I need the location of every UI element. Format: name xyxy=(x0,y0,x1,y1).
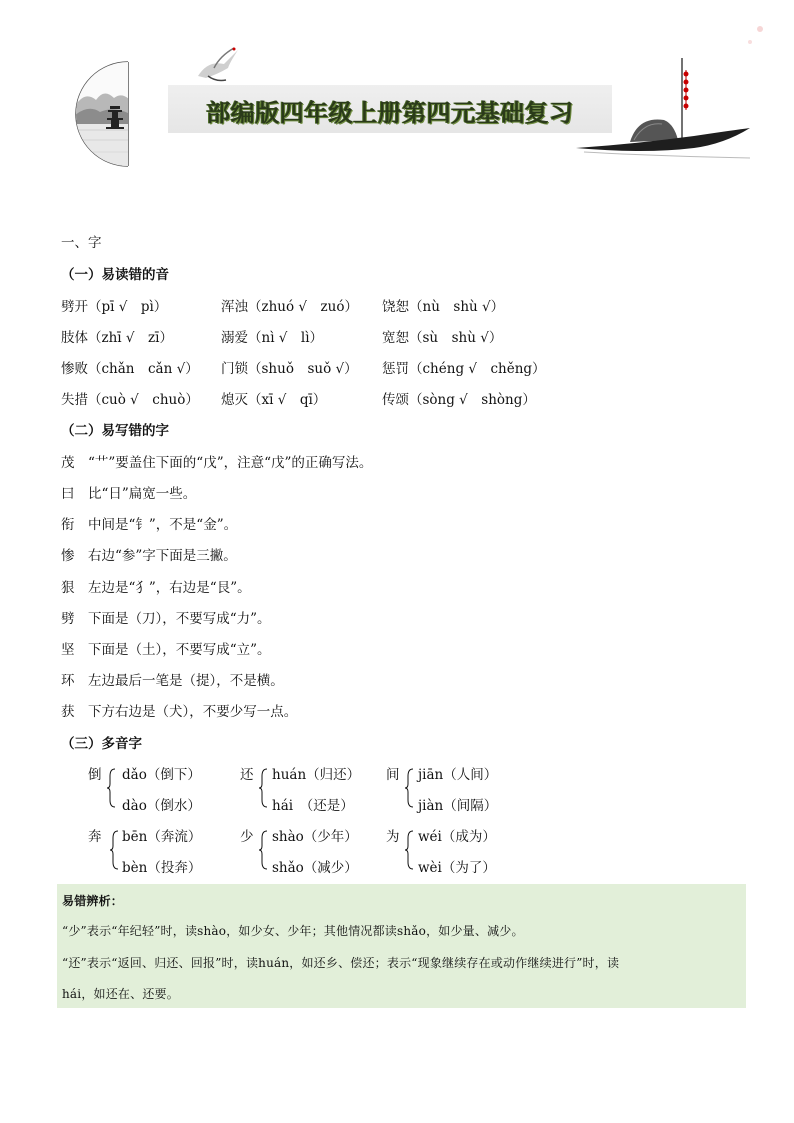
write-note: 下面是（刀），不要写成“力”。 xyxy=(88,611,271,627)
title-banner xyxy=(168,85,612,133)
write-char: 狠 xyxy=(61,580,75,596)
polyphone-char: 倒 xyxy=(88,767,102,783)
polyphone-char: 还 xyxy=(240,767,254,783)
note-heading: 易错辨析： xyxy=(62,894,124,908)
write-char: 环 xyxy=(61,673,75,689)
write-note: 下方右边是（犬），不要少写一点。 xyxy=(88,704,298,720)
polyphone-char: 少 xyxy=(240,829,254,845)
subsection-heading: （一）易读错的音 xyxy=(61,267,169,283)
pron-item: 门锁（shuǒ suǒ √） xyxy=(221,361,358,377)
pron-item: 劈开（pī √ pì） xyxy=(61,299,168,315)
brace-icon xyxy=(405,830,415,870)
pron-item: 惨败（chǎn cǎn √） xyxy=(61,361,199,377)
write-note: “艹”要盖住下面的“戊”，注意“戊”的正确写法。 xyxy=(88,455,373,471)
polyphone-reading: jiān（人间） xyxy=(418,767,498,783)
polyphone-reading: wéi（成为） xyxy=(418,829,496,845)
brace-icon xyxy=(259,768,269,808)
polyphone-char: 奔 xyxy=(88,829,102,845)
pron-item: 溺爱（nì √ lì） xyxy=(221,330,324,346)
polyphone-reading: dǎo（倒下） xyxy=(122,767,201,783)
write-note: 左边是“犭”，右边是“艮”。 xyxy=(88,580,251,596)
polyphone-reading: hái （还是） xyxy=(272,798,354,814)
landscape-emblem xyxy=(74,60,130,168)
pron-item: 饶恕（nù shù √） xyxy=(382,299,505,315)
subsection-heading: （二）易写错的字 xyxy=(61,423,169,439)
write-char: 衔 xyxy=(61,517,75,533)
section-heading: 一、字 xyxy=(61,235,102,251)
petal-decoration xyxy=(757,26,763,32)
note-line: “还”表示“返回、归还、回报”时，读huán，如还乡、偿还；表示“现象继续存在或动作继续进行”时，读 xyxy=(62,956,620,970)
pron-item: 肢体（zhī √ zī） xyxy=(61,330,173,346)
crane-icon xyxy=(194,46,240,86)
write-note: 下面是（土），不要写成“立”。 xyxy=(88,642,271,658)
page-title: 部编版四年级上册第四元基础复习 xyxy=(206,99,574,127)
write-note: 比“日”扁宽一些。 xyxy=(88,486,197,502)
brace-icon xyxy=(405,768,415,808)
polyphone-reading: huán（归还） xyxy=(272,767,361,783)
pron-item: 失措（cuò √ chuò） xyxy=(61,392,199,408)
subsection-heading: （三）多音字 xyxy=(61,736,142,752)
write-char: 曰 xyxy=(61,486,75,502)
polyphone-reading: shào（少年） xyxy=(272,829,358,845)
write-char: 获 xyxy=(61,704,75,720)
brace-icon xyxy=(110,830,120,870)
polyphone-reading: bēn（奔流） xyxy=(122,829,202,845)
write-char: 惨 xyxy=(61,548,75,564)
write-char: 坚 xyxy=(61,642,75,658)
note-line: “少”表示“年纪轻”时，读shào，如少女、少年；其他情况都读shǎo，如少量、减少。 xyxy=(62,924,524,938)
brace-icon xyxy=(259,830,269,870)
polyphone-reading: dào（倒水） xyxy=(122,798,201,814)
pron-item: 浑浊（zhuó √ zuó） xyxy=(221,299,358,315)
brace-icon xyxy=(107,768,117,808)
polyphone-reading: wèi（为了） xyxy=(418,860,496,876)
write-note: 右边“参”字下面是三撇。 xyxy=(88,548,237,564)
pron-item: 传颂（sòng √ shòng） xyxy=(382,392,536,408)
write-char: 茂 xyxy=(61,455,75,471)
write-note: 左边最后一笔是（提），不是横。 xyxy=(88,673,284,689)
petal-decoration xyxy=(748,40,752,44)
write-note: 中间是“钅”，不是“金”。 xyxy=(88,517,238,533)
polyphone-reading: shǎo（减少） xyxy=(272,860,358,876)
polyphone-reading: jiàn（间隔） xyxy=(418,798,498,814)
boat-illustration xyxy=(574,52,754,164)
polyphone-char: 为 xyxy=(386,829,400,845)
note-line: hái，如还在、还要。 xyxy=(62,987,179,1001)
pron-item: 惩罚（chéng √ chěng） xyxy=(382,361,546,377)
write-char: 劈 xyxy=(61,611,75,627)
polyphone-char: 间 xyxy=(386,767,400,783)
polyphone-reading: bèn（投奔） xyxy=(122,860,202,876)
pron-item: 宽恕（sù shù √） xyxy=(382,330,503,346)
pron-item: 熄灭（xī √ qī） xyxy=(221,392,327,408)
